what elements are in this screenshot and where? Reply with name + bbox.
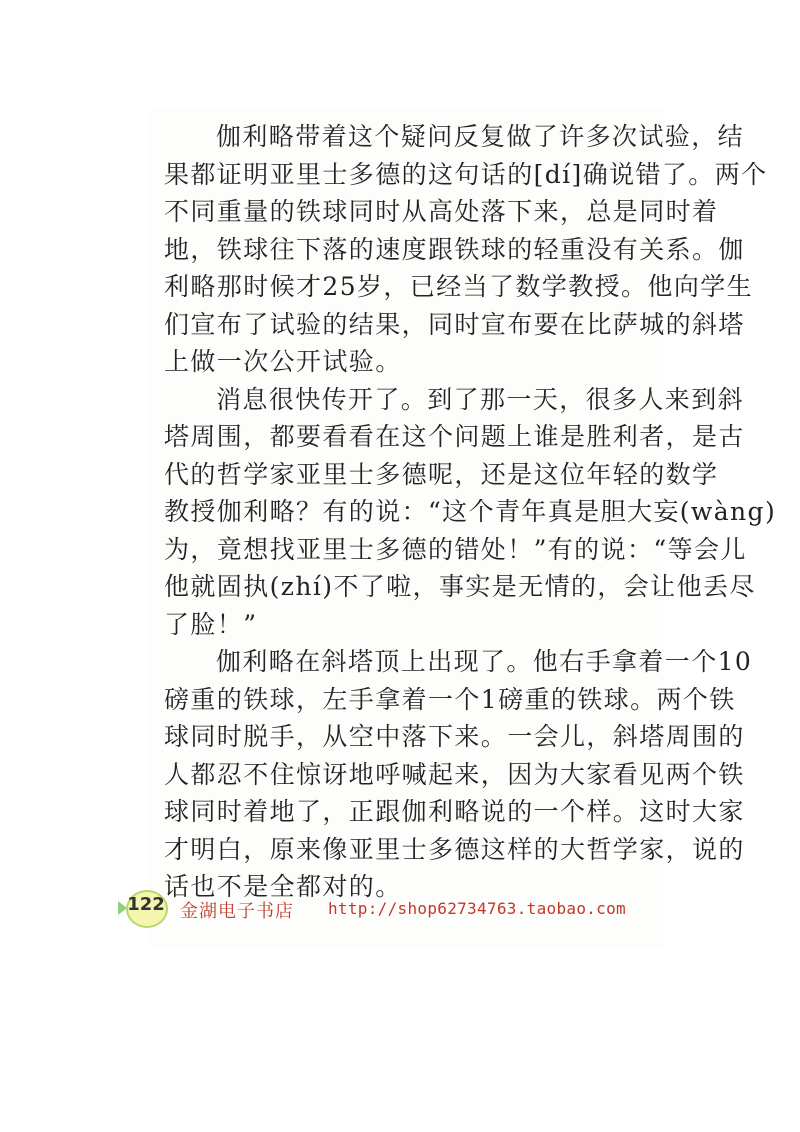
page-number-badge	[118, 888, 168, 928]
text-line: 上做一次公开试验。	[164, 347, 402, 376]
text-line: 消息很快传开了。到了那一天，很多人来到斜	[216, 384, 745, 414]
text-line: 为，竟想找亚里士多德的错处！”有的说：“等会儿	[164, 534, 747, 564]
text-line: 不同重量的铁球同时从高处落下来，总是同时着	[164, 197, 719, 226]
text-line: 球同时着地了，正跟伽利略说的一个样。这时大家	[164, 797, 745, 826]
text-line: 地，铁球往下落的速度跟铁球的轻重没有关系。伽	[164, 234, 745, 264]
text-line: 教授伽利略？有的说：“这个青年真是胆大妄(wàng)	[164, 497, 777, 526]
text-line: 伽利略带着这个疑问反复做了许多次试验，结	[216, 122, 745, 151]
text-line: 球同时脱手，从空中落下来。一会儿，斜塔周围的	[164, 722, 745, 751]
page-number: 122	[127, 894, 165, 915]
shop-name: 金湖电子书店	[180, 901, 294, 922]
text-line: 了脸！”	[164, 609, 258, 639]
article-body	[164, 118, 777, 906]
text-line: 伽利略在斜塔顶上出现了。他右手拿着一个10	[216, 647, 753, 676]
text-line: 磅重的铁球，左手拿着一个1磅重的铁球。两个铁	[164, 684, 736, 714]
text-line: 利略那时候才25岁，已经当了数学教授。他向学生	[164, 272, 754, 301]
text-line: 代的哲学家亚里士多德呢，还是这位年轻的数学	[164, 459, 719, 489]
text-line: 他就固执(zhí)不了啦，事实是无情的，会让他丢尽	[164, 572, 756, 601]
text-line: 才明白，原来像亚里士多德这样的大哲学家，说的	[164, 834, 745, 864]
text-line: 塔周围，都要看看在这个问题上谁是胜利者，是古	[164, 422, 745, 451]
text-line: 人都忍不住惊讶地呼喊起来，因为大家看见两个铁	[164, 759, 745, 789]
text-line: 果都证明亚里士多德的这句话的[dí]确说错了。两个	[164, 159, 768, 189]
shop-url-link[interactable]: http://shop62734763.taobao.com	[328, 899, 626, 918]
text-line: 们宣布了试验的结果，同时宣布要在比萨城的斜塔	[164, 309, 745, 339]
page-footer	[118, 888, 658, 928]
text-line: 话也不是全都对的。	[164, 872, 402, 901]
